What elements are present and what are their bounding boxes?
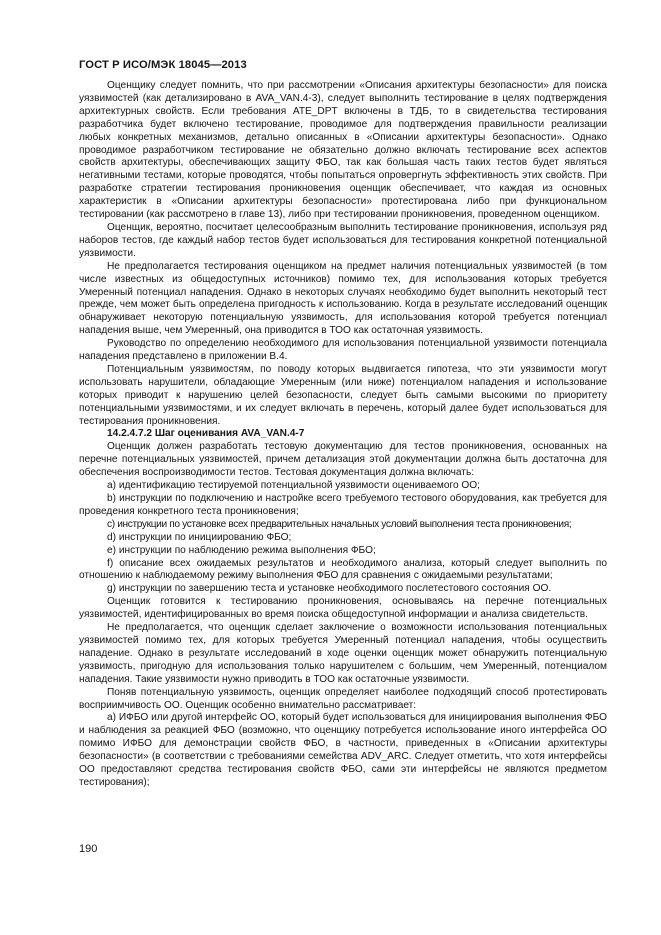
paragraph: Оценщику следует помнить, что при рассмотрении «Описания архитектуры безопасности» для поиска уязвимостей (как детализировано в AVA_VAN.4-3), следует выполнить тестирование в целях подтверждения архитектурных свойств. Если требования ATE_DPT включены в ТДБ, то в свидетельства тестирования разработчика будет включено тестирование, проводимое для подтверждения правильности реализации любых конкретных механизмов, детально описанных в «Описании архитектуры безопасности». Однако проводимое разработчиком тестирование не обязательно должно включать тестирование всех аспектов свойств архитектуры, обеспечивающих защиту ФБО, так как большая часть таких тестов будет являться негативными тестами, которые проводятся, чтобы попытаться опровергнуть эффективность этих свойств. При разработке стратегии тестирования проникновения оценщик обеспечивает, что каждая из основных характеристик в «Описании архитектуры безопасности» протестирована либо при функциональном тестировании (как рассмотрено в главе 13), либо при тестировании проникновения, проведенном оценщиком. <box>79 80 607 221</box>
list-item: e) инструкции по наблюдению режима выполнения ФБО; <box>107 544 376 556</box>
list-item: a) ИФБО или другой интерфейс ОО, который будет использоваться для инициирования выполнения ФБО и наблюдения за реакцией ФБО (возможно, что оценщику потребуется использование иного интерфейса ОО помимо ИФБО для демонстрации свойств ФБО, в частности, приведенных в «Описании архитектуры безопасности» (в соответствии с требованиями семейства ADV_ARC. Следует отметить, что хотя интерфейсы ОО предоставляют средства тестирования свойств ФБО, сами эти интерфейсы не являются предметом тестирования); <box>79 712 607 788</box>
paragraph: Не предполагается, что оценщик сделает заключение о возможности использования потенциальных уязвимостей помимо тех, для которых требуется Умеренный потенциал нападения, чтобы осуществить нападение. Однако в результате исследований в ходе оценки оценщик может обнаружить потенциальную уязвимость, пригодную для использования только нарушителем с большим, чем Умеренный, потенциалом нападения. Такие уязвимости нужно приводить в ТОО как остаточные уязвимости. <box>79 622 607 685</box>
paragraph: Поняв потенциальную уязвимость, оценщик определяет наиболее подходящий способ протестировать восприимчивость ОО. Оценщик особенно внимательно рассматривает: <box>79 686 607 711</box>
list-item: c) инструкции по установке всех предварительных начальных условий выполнения теста проникновения; <box>107 518 572 530</box>
list-item: d) инструкции по инициированию ФБО; <box>107 531 292 543</box>
paragraph: Не предполагается тестирования оценщиком на предмет наличия потенциальных уязвимостей (в том числе известных из общедоступных источников) помимо тех, для использования которых требуется Умеренный потенциал нападения. Однако в некоторых случаях необходимо будет выполнить некоторый тест прежде, чем может быть определена пригодность к использованию. Когда в результате исследований оценщик обнаруживает некоторую потенциальную уязвимость, для использования которой требуется потенциал нападения выше, чем Умеренный, она приводится в ТОО как остаточная уязвимость. <box>79 260 607 337</box>
section-heading: 14.2.4.7.2 Шаг оценивания AVA_VAN.4-7 <box>107 428 305 440</box>
page-number: 190 <box>79 843 98 855</box>
list-item: g) инструкции по завершению теста и установке необходимого послетестового состояния ОО. <box>107 583 552 595</box>
body-text <box>79 80 607 790</box>
list-item: b) инструкции по подключению и настройке всего требуемого тестового оборудования, как требуется для проведения конкретного теста проникновения; <box>79 493 607 517</box>
page-header-standard-title: ГОСТ Р ИСО/МЭК 18045—2013 <box>79 59 247 71</box>
paragraph: Оценщик должен разработать тестовую документацию для тестов проникновения, основанных на перечне потенциальных уязвимостей, причем детализация этой документации должна быть достаточна для обеспечения воспроизводимости тестов. Тестовая документация должна включать: <box>79 441 607 479</box>
paragraph: Оценщик готовится к тестированию проникновения, основываясь на перечне потенциальных уязвимостей, идентифицированных во время поиска общедоступной информации и анализа свидетельств. <box>79 596 607 621</box>
paragraph: Потенциальным уязвимостям, по поводу которых выдвигается гипотеза, что эти уязвимости могут использовать нарушители, обладающие Умеренным (или ниже) потенциалом нападения и использование которых приводит к нарушению целей безопасности, следует быть самыми высокими по приоритету потенциальными уязвимостями, и их следует включать в перечень, который далее будет использоваться для тестирования проникновения. <box>79 363 607 427</box>
paragraph: Руководство по определению необходимого для использования потенциальной уязвимости потенциала нападения представлено в приложении В.4. <box>79 338 607 363</box>
paragraph: Оценщик, вероятно, посчитает целесообразным выполнить тестирование проникновения, используя ряд наборов тестов, где каждый набор тестов будет использоваться для тестирования конкретной потенциальной уязвимости. <box>79 221 607 259</box>
list-item: a) идентификацию тестируемой потенциальной уязвимости оцениваемого ОО; <box>107 480 480 492</box>
list-item: f) описание всех ожидаемых результатов и необходимого анализа, который следует выполнить по отношению к наблюдаемому режиму выполнения ФБО для сравнения с ожидаемыми результатами; <box>79 557 607 582</box>
